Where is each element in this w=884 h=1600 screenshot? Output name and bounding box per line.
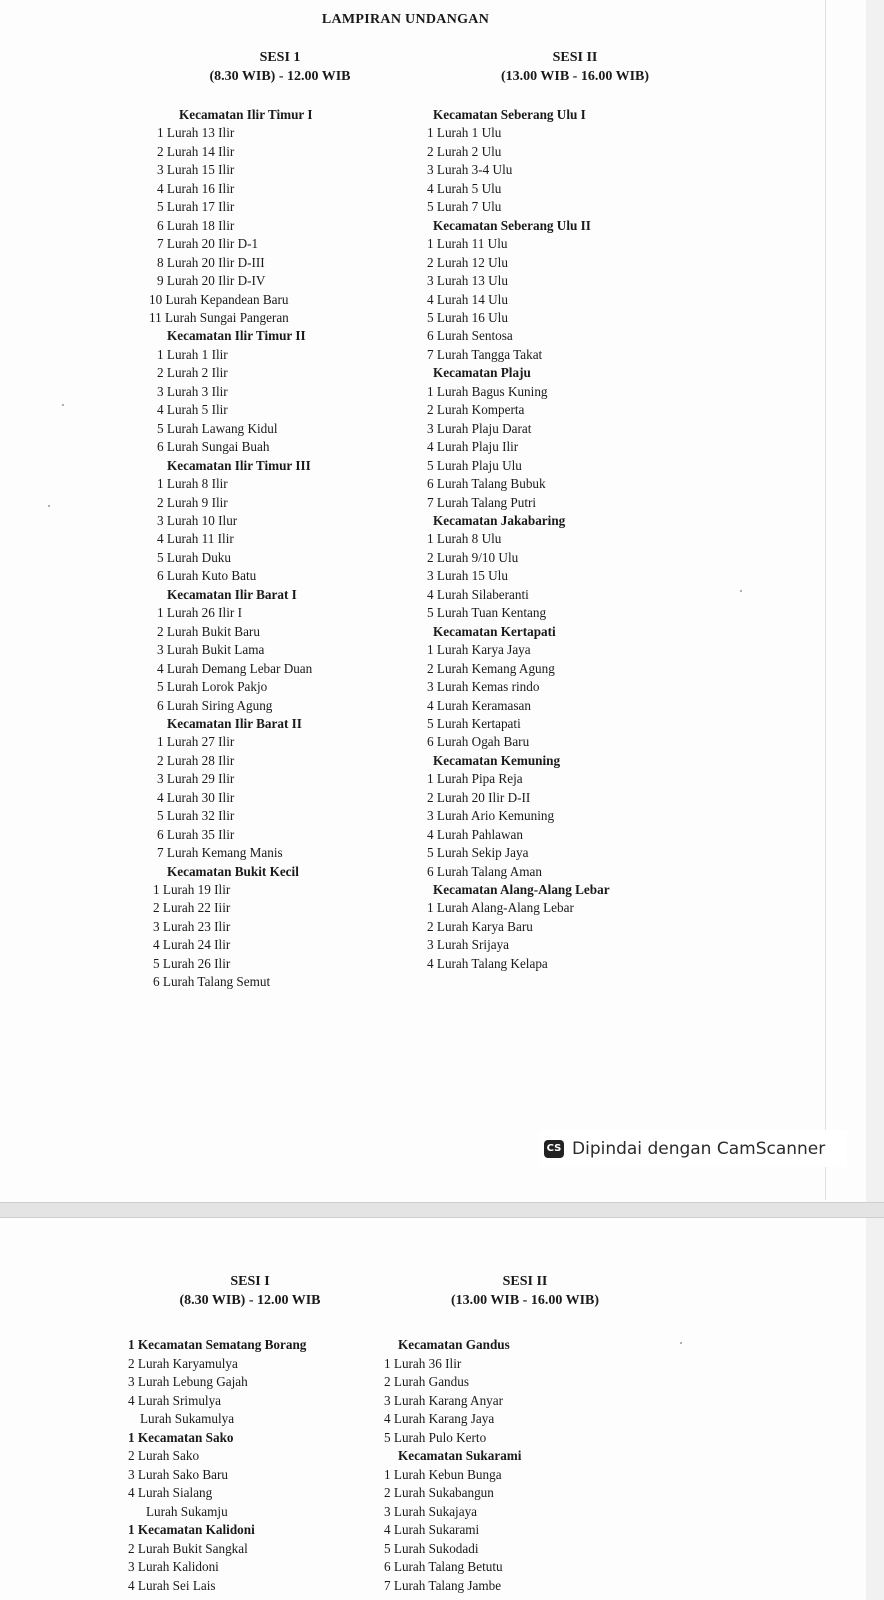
- village-item: 2 Lurah 9/10 Ulu: [427, 549, 519, 565]
- village-item: 3 Lurah 10 Ilur: [157, 512, 238, 528]
- district-heading: 1 Kecamatan Kalidoni: [128, 1522, 255, 1537]
- village-item: 2 Lurah 20 Ilir D-II: [427, 789, 531, 805]
- camscanner-watermark: [540, 1130, 847, 1167]
- village-item: 1 Lurah 27 Ilir: [157, 734, 235, 750]
- village-item: 3 Lurah Sukajaya: [384, 1503, 478, 1519]
- district-heading: Kecamatan Seberang Ulu I: [433, 107, 586, 122]
- village-item: 1 Lurah 1 Ulu: [427, 125, 502, 141]
- village-item: 1 Lurah Pipa Reja: [427, 771, 523, 787]
- village-item: 7 Lurah Tangga Takat: [427, 346, 543, 362]
- village-item: 7 Lurah 20 Ilir D-1: [157, 236, 259, 252]
- village-item: 3 Lurah Kemas rindo: [427, 679, 540, 695]
- village-item: 2 Lurah 9 Ilir: [157, 494, 228, 510]
- village-item: 4 Lurah Plaju Ilir: [427, 439, 519, 455]
- village-item: 3 Lurah Kalidoni: [128, 1559, 219, 1574]
- village-item: 3 Lurah Plaju Darat: [427, 420, 532, 436]
- village-item: 3 Lurah 13 Ulu: [427, 273, 508, 289]
- village-item: 5 Lurah Plaju Ulu: [427, 457, 522, 473]
- village-item: 2 Lurah 12 Ulu: [427, 254, 508, 270]
- village-item: 3 Lurah Karang Anyar: [384, 1392, 504, 1408]
- page-gap: [0, 1202, 884, 1218]
- session-1-list: [149, 106, 313, 992]
- page2-session-2-list: [384, 1336, 521, 1595]
- village-item: 6 Lurah 18 Ilir: [157, 217, 235, 233]
- village-item: 1 Lurah 13 Ilir: [157, 125, 235, 141]
- village-item: 4 Lurah 24 Ilir: [153, 937, 231, 953]
- page2-session-2-label: SESI II: [502, 1274, 548, 1289]
- village-item: 4 Lurah Keramasan: [427, 697, 531, 713]
- village-item: 3 Lurah 23 Ilir: [153, 918, 231, 934]
- village-item: 5 Lurah 26 Ilir: [153, 955, 231, 971]
- village-item: 6 Lurah Talang Betutu: [384, 1559, 503, 1574]
- session-2-time: (13.00 WIB - 16.00 WIB): [500, 69, 650, 84]
- village-item: 5 Lurah Kertapati: [427, 715, 521, 731]
- page2-session-2-header: [400, 1272, 650, 1310]
- village-item: 4 Lurah Sialang: [128, 1485, 213, 1500]
- village-item: 4 Lurah Karang Jaya: [384, 1411, 495, 1426]
- district-heading: 1 Kecamatan Sematang Borang: [128, 1337, 307, 1352]
- village-item: 5 Lurah Lorok Pakjo: [157, 679, 268, 695]
- village-item: 1 Lurah 8 Ulu: [427, 531, 502, 547]
- document-title: LAMPIRAN UNDANGAN: [321, 12, 490, 27]
- session-2-list: [427, 106, 610, 973]
- village-item: 7 Lurah Talang Putri: [427, 494, 537, 510]
- village-item: 11 Lurah Sungai Pangeran: [149, 309, 289, 325]
- village-item: 4 Lurah 16 Ilir: [157, 180, 235, 196]
- scan-edge-strip: [866, 0, 884, 1600]
- village-item: 1 Lurah Bagus Kuning: [427, 383, 548, 399]
- village-item: 6 Lurah Talang Aman: [427, 863, 542, 879]
- village-item: 3 Lurah 29 Ilir: [157, 771, 235, 787]
- village-item: 3 Lurah Sako Baru: [128, 1466, 228, 1482]
- village-item: 5 Lurah 32 Ilir: [157, 808, 235, 824]
- village-item: 8 Lurah 20 Ilir D-III: [157, 254, 265, 270]
- village-item: 2 Lurah 22 Iiir: [153, 900, 231, 916]
- village-item: Lurah Sukamju: [146, 1503, 228, 1519]
- village-item: 6 Lurah Ogah Baru: [427, 734, 530, 750]
- district-heading: Kecamatan Kemuning: [433, 752, 561, 768]
- village-item: 4 Lurah Sei Lais: [128, 1577, 216, 1593]
- district-heading: 1 Kecamatan Sako: [128, 1429, 234, 1445]
- village-item: 1 Lurah Karya Jaya: [427, 642, 531, 658]
- village-item: 4 Lurah Talang Kelapa: [427, 955, 548, 971]
- village-item: 2 Lurah 2 Ilir: [157, 365, 228, 381]
- village-item: 2 Lurah Sukabangun: [384, 1485, 494, 1500]
- village-item: 2 Lurah 14 Ilir: [157, 143, 235, 159]
- session-2-label: SESI II: [552, 50, 598, 65]
- village-item: 2 Lurah Bukit Baru: [157, 623, 260, 639]
- village-item: 3 Lurah Lebung Gajah: [128, 1374, 248, 1389]
- village-item: 1 Lurah Kebun Bunga: [384, 1466, 502, 1482]
- village-item: 3 Lurah 15 Ilir: [157, 162, 235, 178]
- village-item: 1 Lurah 26 Ilir I: [157, 605, 242, 621]
- page2-session-1-list: [128, 1336, 306, 1595]
- district-heading: Kecamatan Jakabaring: [433, 512, 566, 528]
- village-item: 2 Lurah Sako: [128, 1448, 200, 1463]
- village-item: 6 Lurah Siring Agung: [157, 697, 273, 713]
- session-1-label: SESI 1: [259, 50, 301, 65]
- village-item: 4 Lurah 5 Ilir: [157, 402, 228, 418]
- village-item: 6 Lurah Sungai Buah: [157, 439, 270, 455]
- village-item: 6 Lurah 35 Ilir: [157, 826, 235, 842]
- district-heading: Kecamatan Ilir Timur I: [179, 107, 313, 122]
- district-heading: Kecamatan Seberang Ulu II: [433, 217, 591, 233]
- village-item: Lurah Sukamulya: [140, 1411, 235, 1426]
- village-item: 6 Lurah Kuto Batu: [157, 568, 257, 584]
- village-item: 3 Lurah Srijaya: [427, 937, 510, 953]
- village-item: 2 Lurah 28 Ilir: [157, 752, 235, 768]
- village-item: 5 Lurah Tuan Kentang: [427, 605, 547, 621]
- watermark-text: Dipindai dengan CamScanner: [572, 1138, 826, 1159]
- page2-session-2-time: (13.00 WIB - 16.00 WIB): [450, 1293, 600, 1308]
- camscanner-logo-icon: CS: [544, 1140, 564, 1158]
- district-heading: Kecamatan Gandus: [398, 1337, 510, 1352]
- village-item: 10 Lurah Kepandean Baru: [149, 291, 289, 307]
- district-heading: Kecamatan Alang-Alang Lebar: [433, 882, 610, 898]
- village-item: 3 Lurah Bukit Lama: [157, 642, 265, 658]
- session-1-header: [180, 48, 380, 86]
- village-item: 4 Lurah 11 Ilir: [157, 531, 234, 547]
- village-item: 6 Lurah Talang Bubuk: [427, 476, 546, 492]
- village-item: 4 Lurah Srimulya: [128, 1392, 222, 1408]
- village-item: 2 Lurah Karyamulya: [128, 1355, 238, 1371]
- village-item: 2 Lurah 2 Ulu: [427, 143, 502, 159]
- district-heading: Kecamatan Ilir Barat I: [167, 586, 297, 602]
- village-item: 5 Lurah 17 Ilir: [157, 199, 235, 215]
- village-item: 5 Lurah Pulo Kerto: [384, 1429, 487, 1445]
- village-item: 2 Lurah Gandus: [384, 1374, 469, 1389]
- village-item: 5 Lurah 7 Ulu: [427, 199, 502, 215]
- page2-session-1-header: [150, 1272, 350, 1310]
- village-item: 3 Lurah 3 Ilir: [157, 383, 228, 399]
- village-item: 6 Lurah Sentosa: [427, 328, 513, 344]
- village-item: 7 Lurah Kemang Manis: [157, 845, 283, 861]
- village-item: 1 Lurah 8 Ilir: [157, 476, 228, 492]
- district-heading: Kecamatan Sukarami: [398, 1448, 522, 1463]
- scan-speck: [740, 590, 742, 592]
- village-item: 6 Lurah Talang Semut: [153, 974, 271, 990]
- village-item: 5 Lurah Duku: [157, 549, 231, 565]
- village-item: 5 Lurah 16 Ulu: [427, 309, 508, 325]
- district-heading: Kecamatan Kertapati: [433, 623, 556, 639]
- village-item: 4 Lurah Demang Lebar Duan: [157, 660, 313, 676]
- village-item: 4 Lurah Sukarami: [384, 1522, 480, 1537]
- village-item: 1 Lurah 11 Ulu: [427, 236, 508, 252]
- village-item: 1 Lurah 19 Ilir: [153, 882, 231, 898]
- village-item: 7 Lurah Talang Jambe: [384, 1577, 502, 1593]
- village-item: 5 Lurah Sekip Jaya: [427, 845, 529, 861]
- page2-session-1-label: SESI I: [230, 1274, 270, 1289]
- scan-speck: [48, 505, 50, 507]
- session-1-time: (8.30 WIB) - 12.00 WIB: [209, 69, 351, 84]
- village-item: 3 Lurah 15 Ulu: [427, 568, 508, 584]
- scan-shadow-line: [825, 0, 826, 1200]
- village-item: 2 Lurah Karya Baru: [427, 918, 533, 934]
- village-item: 3 Lurah Ario Kemuning: [427, 808, 555, 824]
- village-item: 5 Lurah Sukodadi: [384, 1540, 479, 1556]
- village-item: 2 Lurah Komperta: [427, 402, 525, 418]
- scan-speck: [62, 404, 64, 406]
- village-item: 2 Lurah Kemang Agung: [427, 660, 555, 676]
- session-2-header: [450, 48, 700, 86]
- village-item: 3 Lurah 3-4 Ulu: [427, 162, 513, 178]
- district-heading: Kecamatan Ilir Timur II: [167, 328, 306, 344]
- village-item: 4 Lurah 30 Ilir: [157, 789, 235, 805]
- village-item: 4 Lurah 14 Ulu: [427, 291, 508, 307]
- village-item: 4 Lurah 5 Ulu: [427, 180, 502, 196]
- village-item: 1 Lurah Alang-Alang Lebar: [427, 900, 574, 916]
- village-item: 4 Lurah Silaberanti: [427, 586, 529, 602]
- village-item: 1 Lurah 1 Ilir: [157, 346, 228, 362]
- page2-session-1-time: (8.30 WIB) - 12.00 WIB: [179, 1293, 321, 1308]
- village-item: 1 Lurah 36 Ilir: [384, 1355, 462, 1371]
- district-heading: Kecamatan Ilir Timur III: [167, 457, 311, 473]
- district-heading: Kecamatan Plaju: [433, 365, 531, 381]
- village-item: 2 Lurah Bukit Sangkal: [128, 1540, 248, 1556]
- village-item: 4 Lurah Pahlawan: [427, 826, 523, 842]
- district-heading: Kecamatan Ilir Barat II: [167, 715, 302, 731]
- village-item: 5 Lurah Lawang Kidul: [157, 420, 278, 436]
- district-heading: Kecamatan Bukit Kecil: [167, 863, 299, 879]
- scan-speck: [680, 1342, 682, 1344]
- village-item: 9 Lurah 20 Ilir D-IV: [157, 273, 266, 289]
